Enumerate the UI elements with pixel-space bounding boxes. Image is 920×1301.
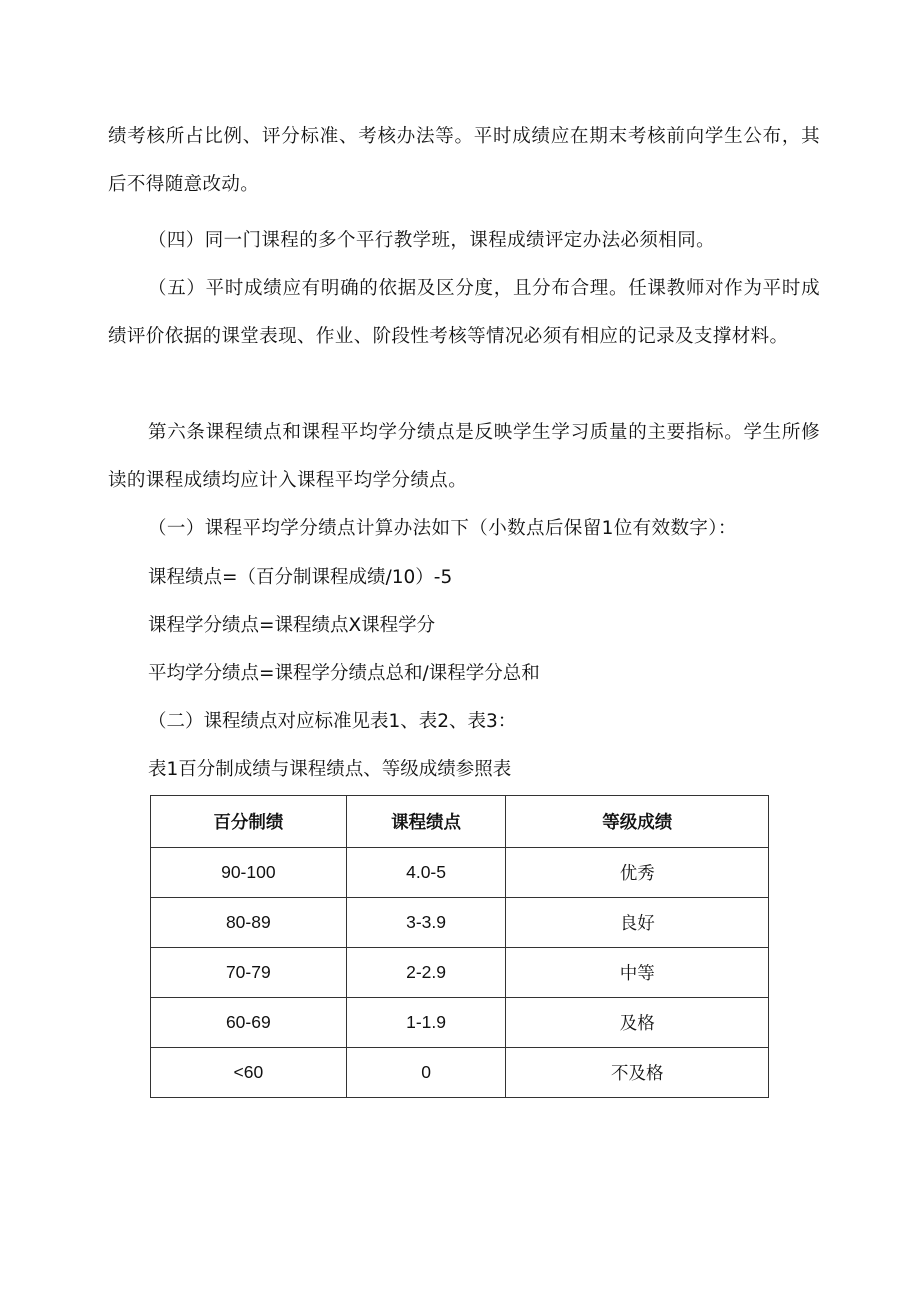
formula-course-grade-point: 课程绩点=（百分制课程成绩/10）-5 (148, 567, 453, 588)
cell-level: 不及格 (506, 1048, 769, 1098)
cell-percentage: 70-79 (151, 948, 347, 998)
cell-grade-point: 0 (346, 1048, 506, 1098)
paragraph-grading-disclosure: 绩考核所占比例、评分标准、考核办法等。平时成绩应在期末考核前向学生公布，其后不得随意改动。 (108, 126, 820, 195)
paragraph-parallel-classes: （四）同一门课程的多个平行教学班，课程成绩评定办法必须相同。 (148, 230, 716, 251)
grade-reference-table (150, 795, 769, 1098)
cell-percentage: 80-89 (151, 898, 347, 948)
paragraph-standard-reference: （二）课程绩点对应标准见表1、表2、表3： (148, 711, 517, 732)
table-header-row (151, 796, 769, 848)
formula-average-credit-point: 平均学分绩点=课程学分绩点总和/课程学分总和 (148, 663, 540, 684)
header-level: 等级成绩 (506, 796, 769, 848)
header-percentage: 百分制绩 (151, 796, 347, 848)
header-grade-point: 课程绩点 (346, 796, 506, 848)
cell-grade-point: 2-2.9 (346, 948, 506, 998)
paragraph-article-six: 第六条课程绩点和课程平均学分绩点是反映学生学习质量的主要指标。学生所修读的课程成绩均应计入课程平均学分绩点。 (108, 422, 820, 491)
table-row (151, 898, 769, 948)
cell-level: 优秀 (506, 848, 769, 898)
table-row (151, 848, 769, 898)
table-row (151, 948, 769, 998)
cell-level: 良好 (506, 898, 769, 948)
cell-percentage: 60-69 (151, 998, 347, 1048)
cell-level: 及格 (506, 998, 769, 1048)
cell-percentage: 90-100 (151, 848, 347, 898)
paragraph-usual-grades: （五）平时成绩应有明确的依据及区分度，且分布合理。任课教师对作为平时成绩评价依据的课堂表现、作业、阶段性考核等情况必须有相应的记录及支撑材料。 (108, 278, 820, 347)
table-row (151, 998, 769, 1048)
cell-level: 中等 (506, 948, 769, 998)
paragraph-gpa-method: （一）课程平均学分绩点计算办法如下（小数点后保留1位有效数字）： (148, 518, 737, 539)
table-row (151, 1048, 769, 1098)
formula-course-credit-point: 课程学分绩点=课程绩点X课程学分 (148, 615, 436, 636)
cell-percentage: <60 (151, 1048, 347, 1098)
cell-grade-point: 1-1.9 (346, 998, 506, 1048)
cell-grade-point: 3-3.9 (346, 898, 506, 948)
table-caption: 表1百分制成绩与课程绩点、等级成绩参照表 (148, 759, 512, 780)
cell-grade-point: 4.0-5 (346, 848, 506, 898)
